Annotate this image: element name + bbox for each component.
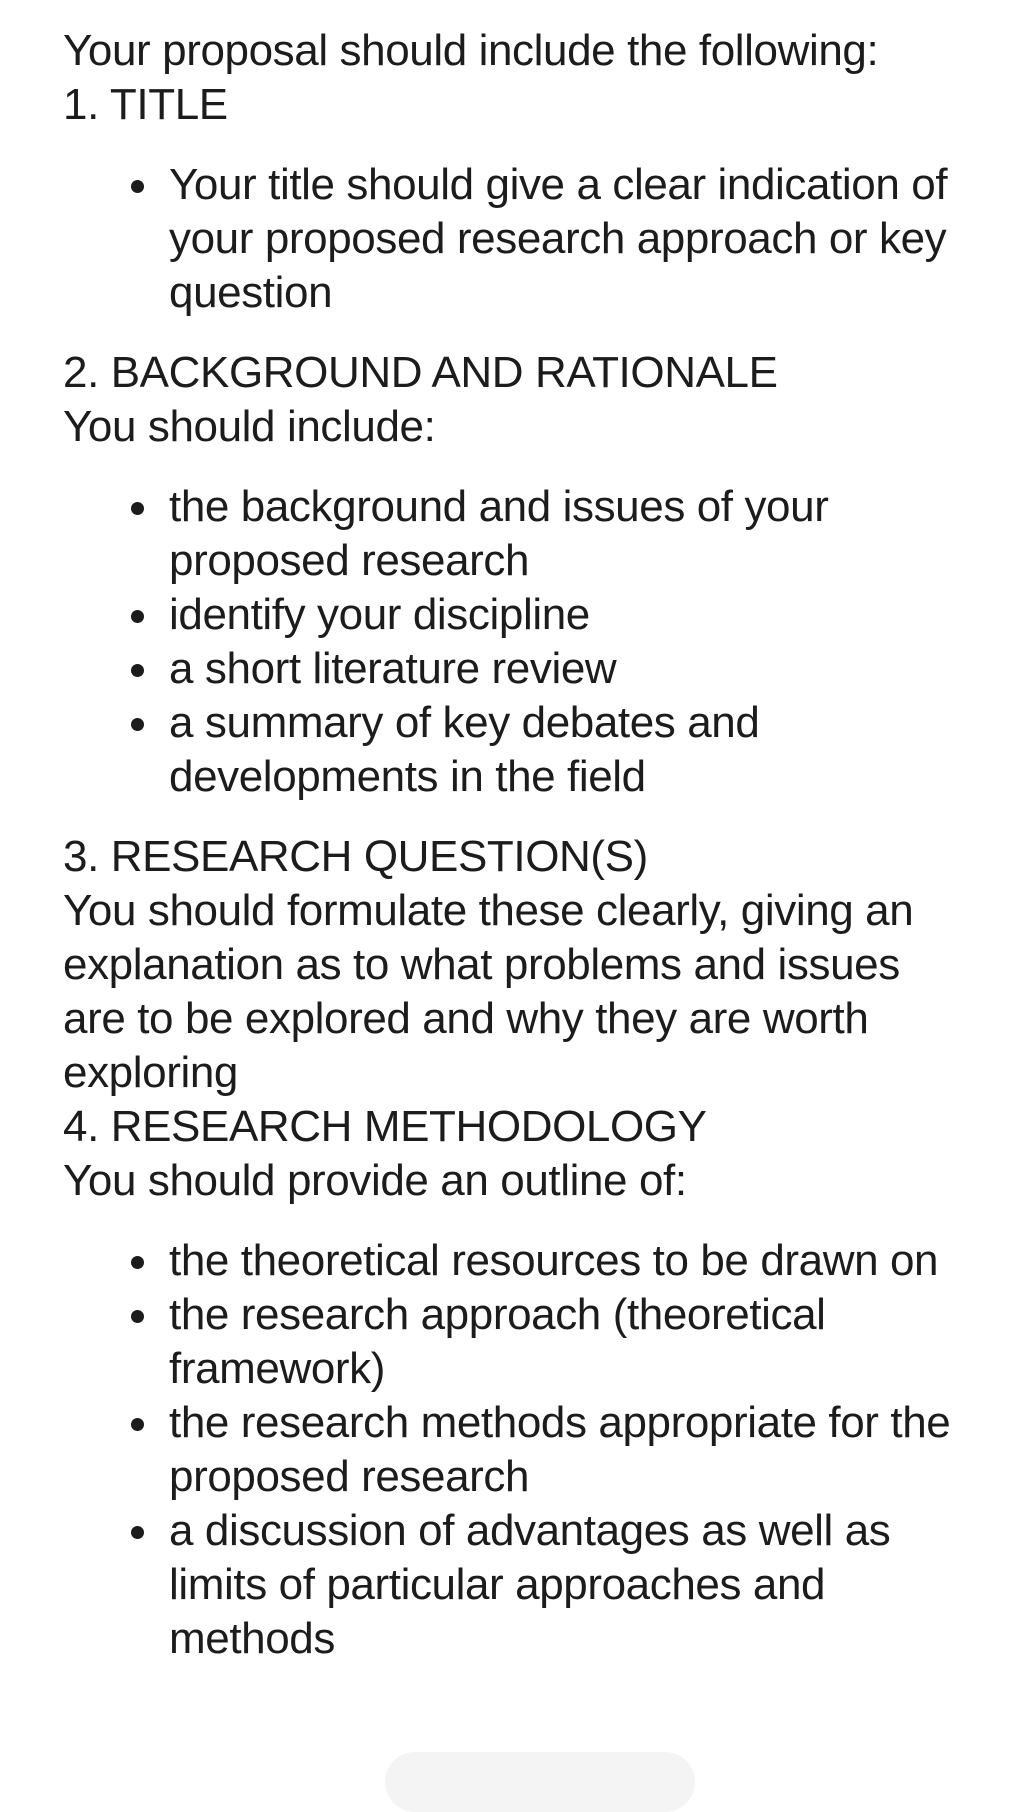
list-item	[169, 158, 1013, 320]
navigation-pill[interactable]	[385, 1752, 695, 1812]
list-item	[169, 588, 1013, 642]
spacer	[63, 1208, 1013, 1234]
bullet-icon	[131, 664, 144, 677]
bullet-icon	[131, 502, 144, 515]
list-item	[169, 480, 1013, 588]
bullet-icon	[131, 180, 144, 193]
list-item-line: the research methods appropriate for the	[169, 1398, 951, 1447]
bullet-icon	[131, 1418, 144, 1431]
list-item-line: question	[169, 268, 333, 317]
bullet-icon	[131, 718, 144, 731]
background-bullet-list	[63, 480, 1013, 804]
list-item-line: the theoretical resources to be drawn on	[169, 1236, 939, 1285]
bullet-icon	[131, 610, 144, 623]
list-item-line: limits of particular approaches and	[169, 1560, 826, 1609]
list-item-line: the research approach (theoretical	[169, 1290, 826, 1339]
list-item	[169, 642, 1013, 696]
list-item-line: a short literature review	[169, 644, 617, 693]
list-item-line: developments in the field	[169, 752, 646, 801]
list-item	[169, 1288, 1013, 1396]
list-item-line: proposed research	[169, 536, 530, 585]
list-item-line: identify your discipline	[169, 590, 590, 639]
title-bullet-list	[63, 158, 1013, 320]
list-item-line: a discussion of advantages as well as	[169, 1506, 891, 1555]
list-item-line: a summary of key debates and	[169, 698, 760, 747]
section-paragraph: You should include:	[63, 402, 436, 451]
section-paragraph-line: are to be explored and why they are worth	[63, 994, 869, 1043]
list-item-line: the background and issues of your	[169, 482, 829, 531]
section-paragraph-line: exploring	[63, 1048, 238, 1097]
list-item-line: proposed research	[169, 1452, 530, 1501]
list-item	[169, 1504, 1013, 1666]
section-heading-research-questions: 3. RESEARCH QUESTION(S)	[63, 832, 648, 881]
list-item-line: Your title should give a clear indication of	[169, 160, 948, 209]
intro-text: Your proposal should include the following:	[63, 26, 879, 75]
spacer	[63, 804, 1013, 830]
list-item-line: your proposed research approach or key	[169, 214, 947, 263]
section-heading-title: 1. TITLE	[63, 80, 228, 129]
spacer	[63, 454, 1013, 480]
bullet-icon	[131, 1526, 144, 1539]
section-paragraph: You should provide an outline of:	[63, 1156, 687, 1205]
list-item-line: methods	[169, 1614, 335, 1663]
bullet-icon	[131, 1256, 144, 1269]
section-paragraph-line: You should formulate these clearly, giving an	[63, 886, 914, 935]
methodology-bullet-list	[63, 1234, 1013, 1666]
list-item	[169, 1234, 1013, 1288]
list-item	[169, 696, 1013, 804]
spacer	[63, 320, 1013, 346]
section-heading-background: 2. BACKGROUND AND RATIONALE	[63, 348, 778, 397]
list-item-line: framework)	[169, 1344, 386, 1393]
section-heading-methodology: 4. RESEARCH METHODOLOGY	[63, 1102, 707, 1151]
section-paragraph-line: explanation as to what problems and issues	[63, 940, 900, 989]
spacer	[63, 132, 1013, 158]
bullet-icon	[131, 1310, 144, 1323]
document-body	[63, 24, 1013, 1666]
list-item	[169, 1396, 1013, 1504]
